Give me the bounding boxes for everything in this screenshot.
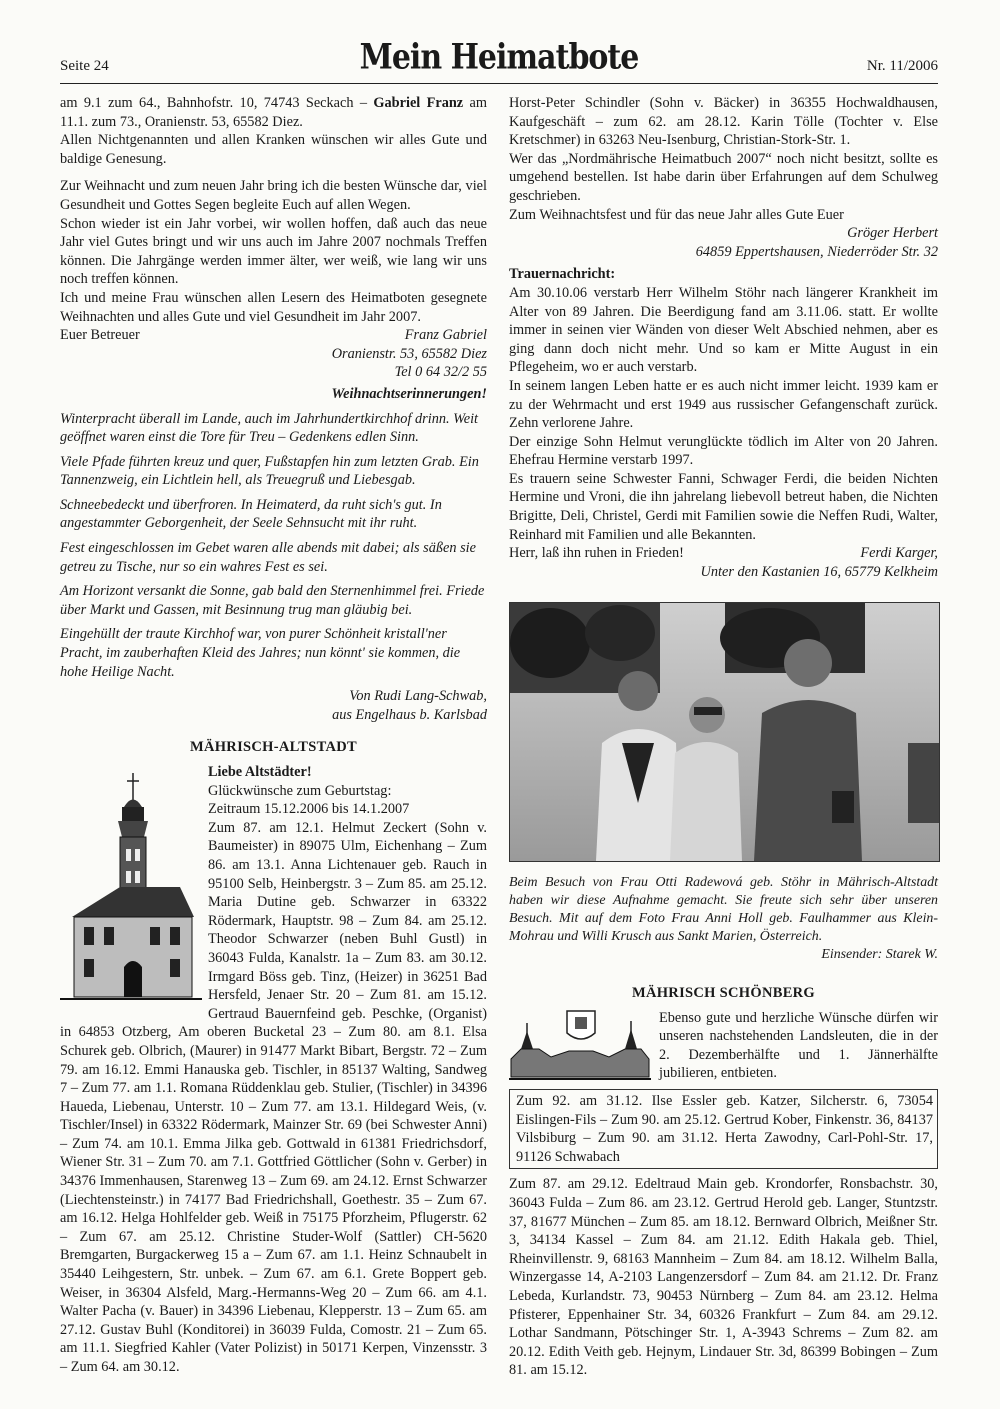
birthday-period: Zeitraum 15.12.2006 bis 14.1.2007 <box>208 801 410 818</box>
birthday-intro: Glückwünsche zum Geburtstag: <box>208 782 392 799</box>
poem-stanza: Am Horizont versankt die Sonne, gab bald den Sternenhimmel frei. Friede über Markt und Gassen, mit Besinnung trug man gläubig bei. <box>60 583 485 618</box>
poem-stanza: Schneebedeckt und überfroren. In Heimaterd, da ruht sich's gut. In angestammter Geborgenheit, der Seele Sehnsucht mit ihr ruht. <box>60 496 442 532</box>
photo-caption: Beim Besuch von Frau Otti Radewová geb. Stöhr in Mährisch-Altstadt haben wir diese Aufnahme gemacht. Sie freute sich sehr über unseren Besuch. Mit auf dem Foto Frau Anni Holl geb. Faulhammer aus Klein-Mohrau und Willi Krusch aus Sankt Marien, Österreich. <box>509 875 938 945</box>
schindler-paragraph: Horst-Peter Schindler (Sohn v. Bäcker) in 36355 Hochwaldhausen, Kaufgeschäft – zum 62. am 28.12. Karin Tölle (Tochter v. Else Kretschmer) in 63263 Neu-Isenburg, Christian-Stork-Str. 1. <box>509 95 938 149</box>
obituary-paragraph: Der einzige Sohn Helmut verunglückte tödlich im Alter von 20 Jahren. Ehefrau Hermine verstarb 1997. <box>509 433 938 469</box>
signature-karger: Ferdi Karger, <box>860 545 938 562</box>
obituary-paragraph: Am 30.10.06 verstarb Herr Wilhelm Stöhr nach längerer Krankheit im Alter von 89 Jahren. Die Beerdigung fand am 3.11.06. statt. Er wollte immer in seinen vier Wänden von dieser Welt Abschied nehmen, aber es ging dann doch nicht mehr. Und so kam er Mitte August in ein Pflegeheim, wo er auch verstarb. <box>509 284 938 376</box>
signoff-label: Euer Betreuer <box>60 327 140 344</box>
poem-stanza: Eingehüllt der traute Kirchhof war, von purer Schönheit kristall'ner Pracht, im zauberhaften Kleid des Jahres; nun könnt' sie kommen, die hohe Heilige Nacht. <box>60 626 461 680</box>
section-title-altstadt: MÄHRISCH-ALTSTADT <box>189 739 358 756</box>
signoff-row <box>60 326 487 345</box>
obituary-paragraph: Es trauern seine Schwester Fanni, Schwager Ferdi, die beiden Nichten Hermine und Vroni, die ihn jahrelang liebevoll betreut haben, die Nichten Brigitte, Deli, Christel, Gerdi mit Familien sowie die Neffen Rudi, Walter, Reinhard mit Familien und alle Bekannten. <box>509 470 938 543</box>
schoenberg-birthday-list: Zum 87. am 29.12. Edeltraud Main geb. Krondorfer, Ronsbachstr. 30, 36043 Fulda – Zum 86. am 23.12. Gertrud Herold geb. Langer, Stuntzstr. 37, 81677 München – Zum 85. am 18.12. Bernward Olbrich, Meißner Str. 3, 34134 Kassel – Zum 84. am 21.12. Edith Hakala geb. Thiel, Rheinvillenstr. 9, 68163 Mannheim – Zum 84. am 18.12. Wilhelm Balla, Winzergasse 14, A-2103 Langenzersdorf – Zum 84. am 21.12. Dr. Franz Lebeda, Kurlandstr. 73, 90453 Nürnberg – Zum 84. am 23.12. Helma Pfisterer, Eppenhainer Str. 34, 60326 Frankfurt – Zum 84. am 29.12. Lothar Sandmann, Pötschinger Str. 1, A-3943 Schrems – Zum 82. am 20.12. Edith Veith geb. Hejnym, Lindauer Str. 3d, 86399 Bobingen – Zum 81. am 15.12. <box>509 1176 938 1379</box>
obituary-title: Trauernachricht: <box>509 266 616 283</box>
group-photo <box>509 602 940 862</box>
signature-groeger-address: 64859 Eppertshausen, Niederröder Str. 32 <box>695 243 938 260</box>
poem-stanza: Winterpracht überall im Lande, auch im Jahrhundertkirchhof drinn. Weit geöffnet waren einst die Tore für Treu – Gedenkens edlen Sinn. <box>60 410 479 446</box>
fest-wishes: Zum Weihnachtsfest und für das neue Jahr alles Gute Euer <box>509 206 844 223</box>
signoff-address: Oranienstr. 53, 65582 Diez <box>331 345 487 362</box>
issue-number: Nr. 11/2006 <box>866 58 938 74</box>
poem-author: Von Rudi Lang-Schwab, <box>349 688 487 705</box>
signoff-name: Franz Gabriel <box>404 327 487 344</box>
poem <box>60 410 487 682</box>
header-rule <box>60 83 938 84</box>
boxed-birthdays: Zum 92. am 31.12. Ilse Essler geb. Katzer, Silcherstr. 6, 73054 Eislingen-Fils – Zum 90. am 25.12. Gertrud Kober, Finkenstr. 36, 84137 Vilsbiburg – Zum 90. am 31.12. Herta Zawodny, Carl-Pohl-Str. 17, 91126 Schwabach <box>509 1089 938 1169</box>
page-number: Seite 24 <box>60 58 109 74</box>
wishes-paragraph: Schon wieder ist ein Jahr vorbei, wir wollen hoffen, daß auch das neue Jahr viel Gutes bringt und wir uns auch im Jahre 2007 nochmals Treffen können. Die Jahrgänge werden immer älter, wer weiß, wie lang wir uns noch treffen können. <box>60 215 487 288</box>
intro-paragraph: am 9.1 zum 64., Bahnhofstr. 10, 74743 Seckach – Gabriel Franz am 11.1. zum 73., Oranienstr. 53, 65582 Diez. <box>60 95 487 130</box>
heimatbuch-paragraph: Wer das „Nordmährische Heimatbuch 2007“ noch nicht besitzt, sollte es umgehend bestellen. Ist habe darin über Erfahrungen auf dem Schulweg geschrieben. <box>509 150 938 204</box>
section-title-schoenberg: MÄHRISCH SCHÖNBERG <box>631 985 816 1002</box>
town-crest-illustration <box>509 1009 651 1081</box>
right-column <box>509 94 938 1380</box>
wishes-paragraph: Ich und meine Frau wünschen allen Lesern des Heimatboten gesegnete Weihnachten und alles Gute und viel Gesundheit im Jahr 2007. <box>60 289 487 325</box>
obituary-paragraph: In seinem langen Leben hatte er es auch nicht immer leicht. 1939 kam er zu der Wehrmacht und erst 1949 aus russischer Gefangenschaft zurück. Zehn verlorene Jahre. <box>509 377 938 432</box>
signoff-phone: Tel 0 64 32/2 55 <box>394 364 487 381</box>
schoenberg-intro: Ebenso gute und herzliche Wünsche dürfen wir unseren nachstehenden Landsleuten, die in der 2. Dezemberhälfte und 1. Jännerhälfte jubilieren, entbieten. <box>659 1009 938 1082</box>
masthead-logo: Mein Heimatbote <box>359 37 639 78</box>
poem-title: Weihnachtserinnerungen! <box>331 385 487 402</box>
signature-karger-address: Unter den Kastanien 16, 65779 Kelkheim <box>700 563 938 580</box>
page-header <box>60 36 938 86</box>
intro-get-well: Allen Nichtgenannten und allen Kranken wünschen wir alles Gute und baldige Genesung. <box>60 132 487 167</box>
poem-stanza: Fest eingeschlossen im Gebet waren alle abends mit dabei; als säßen sie getreu zu Tische, nur so ein wahres Fest es sei. <box>60 540 476 575</box>
birthday-list: Zum 87. am 12.1. Helmut Zeckert (Sohn v. Baumeister) in 89075 Ulm, Eichenhang – Zum 86. am 13.1. Anna Lichtenauer geb. Rauch in 95100 Selb, Heinbergstr. 3 – Zum 85. am 25.12. Maria Dutine geb. Schwarzer in 63322 Rödermark, Hauptstr. 98 – Zum 84. am 25.12. Theodor Schwarzer (neben Buhl Gustl) in 36043 Fulda, Kanalstr. 1a – Zum 83. am 30.12. Irmgard Böss geb. Tinz, (Heizer) in 36251 Bad Hersfeld, Jenaer Str. 20 – Zum 81. am 15.12. Gertraud Bauernfeind geb. Peschke, (Organist) in 64853 Otzberg, Am oberen Bucketal 23 – Zum 80. am 8.1. Elsa Schurek geb. Olbrich, (Maurer) in 91477 Markt Bibart, Bergstr. 72 – Zum 79. am 16.12. Emmi Hanauska geb. Tischler, in 85137 Walting, Sandweg 7 – Zum 77. am 1.1. Romana Rüddenklau geb. Stulier, (Tischler) in 34396 Haueda, Liebenau, Unterstr. 10 – Zum 77. am 13.1. Hildegard Weis, (v. Tischler/Insel) in 63322 Rödermark, Mainzer Str. 69 (bei Schwester Anni) – Zum 74. am 10.1. Emma Jilka geb. Gottwald in 61381 Friedrichsdorf, Wiener Str. 31 – Zum 70. am 7.1. Gottfried Göttlicher (Sohn v. Gerber) in 34376 Immenhausen, Starenweg 13 – Zum 69. am 24.12. Ernst Schwarzer (Liechtensteinstr.) in 74177 Bad Friedrichshall, Goethestr. 35 – Zum 67. am 16.12. Helga Hohlfelder geb. Weiß in 75175 Pforzheim, Pflugerstr. 62 – Zum 67. am 25.12. Christine Studer-Wolf (Sattler) CH-5620 Bremgarten, Burgackerweg 15 a – Zum 67. am 1.1. Heinz Schnaubelt in 35440 Leihgestern, Str. unbek. – Zum 67. am 6.1. Grete Boppert geb. Weiser, in 36304 Alsfeld, Marg.-Hermanns-Weg 20 – Zum 66. am 4.1. Walter Pacha (v. Bauer) in 34396 Liebenau, Klepperstr. 13 – Zum 65. am 27.12. Gustav Buhl (Konditorei) in 36039 Fulda, Comostr. 21 – Zum 65. am 11.1. Siegfried Kahler (Vater Polizist) in 50171 Kerpen, Vinzensstr. 3 – Zum 64. am 30.12. <box>60 819 487 1375</box>
greeting: Liebe Altstädter! <box>208 764 312 780</box>
wishes-paragraph: Zur Weihnacht und zum neuen Jahr bring ich die besten Wünsche dar, viel Gesundheit und Gottes Segen begleite Euch auf allen Wegen. <box>60 178 487 213</box>
poem-author-place: aus Engelhaus b. Karlsbad <box>332 706 487 723</box>
photo-sender: Einsender: Starek W. <box>821 947 938 963</box>
church-illustration <box>60 767 202 1007</box>
obituary-blessing: Herr, laß ihn ruhen in Frieden! <box>509 545 684 562</box>
poem-stanza: Viele Pfade führten kreuz und quer, Fußstapfen hin zum letzten Grab. Ein Tannenzweig, ein Lichtlein hell, als Treuegruß und Liebesgab. <box>60 453 479 489</box>
obituary-signoff <box>509 544 938 563</box>
signature-groeger: Gröger Herbert <box>847 225 938 242</box>
left-column <box>60 94 487 1377</box>
